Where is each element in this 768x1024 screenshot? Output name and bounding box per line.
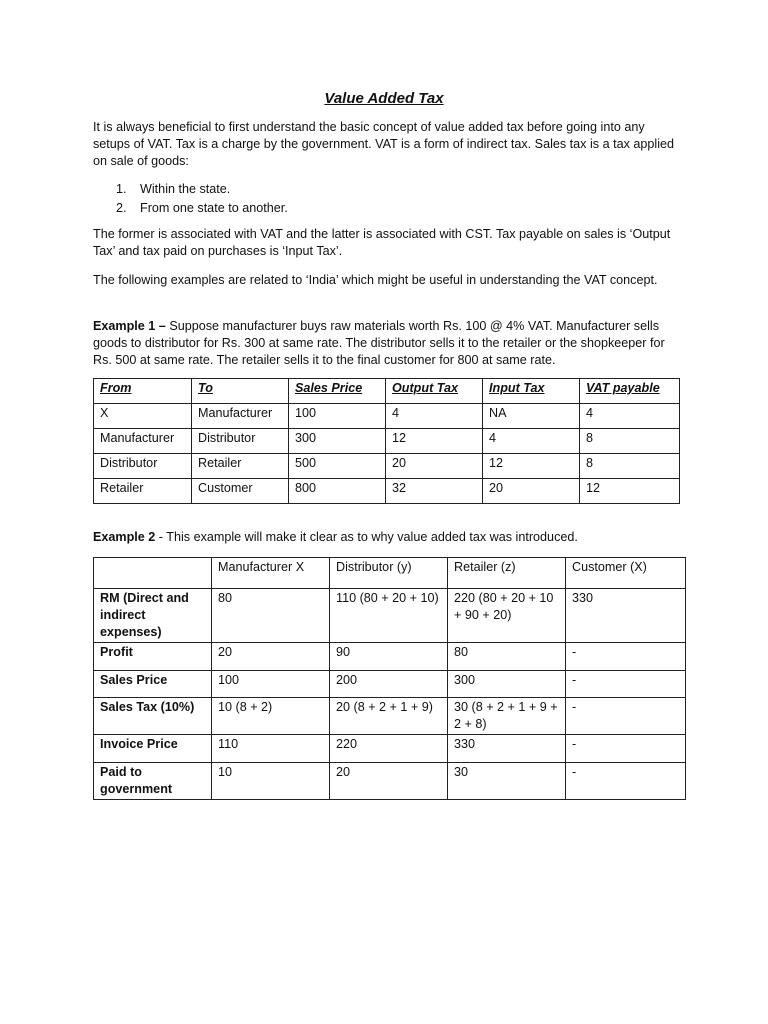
- table-cell: Distributor: [94, 454, 192, 479]
- table-cell: Manufacturer: [94, 429, 192, 454]
- table-row: [94, 404, 680, 429]
- list-item: [116, 200, 706, 219]
- table-cell: 90: [330, 643, 448, 671]
- list-item-number: 2.: [116, 201, 127, 215]
- table-cell: 20: [212, 643, 330, 671]
- table-cell: 10: [212, 763, 330, 800]
- table-cell: 12: [580, 479, 680, 504]
- table-cell: 20: [330, 763, 448, 800]
- row-header-cell: Sales Price: [94, 671, 212, 698]
- table-header-row: [94, 558, 686, 589]
- table-cell: 200: [330, 671, 448, 698]
- example-2-text: - This example will make it clear as to why value added tax was introduced.: [155, 530, 578, 544]
- vat-example-table: [93, 378, 680, 504]
- tax-definition-paragraph: The former is associated with VAT and the latter is associated with CST. Tax payable on sales is ‘Output Tax’ and tax paid on purchases is ‘Input Tax’.: [93, 227, 671, 258]
- table-cell: 80: [212, 589, 330, 643]
- intro-paragraph: It is always beneficial to first understand the basic concept of value added tax before going into any setups of VAT. Tax is a charge by the government. VAT is a form of indirect tax. Sales tax is a tax applied on sale of goods:: [93, 120, 674, 168]
- table-cell: 300: [289, 429, 386, 454]
- table-cell: 30 (8 + 2 + 1 + 9 + 2 + 8): [448, 698, 566, 735]
- table-header-cell: Output Tax: [386, 379, 483, 404]
- row-header-cell: Paid to government: [94, 763, 212, 800]
- table-cell: 800: [289, 479, 386, 504]
- table-cell: 20: [386, 454, 483, 479]
- table-cell: 330: [448, 735, 566, 763]
- table-cell: 12: [386, 429, 483, 454]
- table-header-cell: Sales Price: [289, 379, 386, 404]
- table-cell: NA: [483, 404, 580, 429]
- example-1-label: Example 1 –: [93, 319, 170, 333]
- table-header-cell: Customer (X): [566, 558, 686, 589]
- table-cell: 500: [289, 454, 386, 479]
- table-cell: 4: [386, 404, 483, 429]
- india-paragraph: The following examples are related to ‘India’ which might be useful in understanding the VAT concept.: [93, 273, 658, 287]
- row-header-cell: Sales Tax (10%): [94, 698, 212, 735]
- page-title: Value Added Tax: [324, 90, 444, 107]
- table-header-cell: To: [192, 379, 289, 404]
- table-cell: X: [94, 404, 192, 429]
- table-cell: Distributor: [192, 429, 289, 454]
- table-header-row: [94, 379, 680, 404]
- table-cell: 4: [580, 404, 680, 429]
- table-header-cell: Distributor (y): [330, 558, 448, 589]
- table-cell: 300: [448, 671, 566, 698]
- table-cell: 10 (8 + 2): [212, 698, 330, 735]
- list-item: [116, 181, 706, 200]
- table-cell: 220: [330, 735, 448, 763]
- table-row: [94, 763, 686, 800]
- list-item-text: From one state to another.: [140, 201, 288, 215]
- table-cell: -: [566, 763, 686, 800]
- table-row: [94, 671, 686, 698]
- example-1-paragraph: [93, 318, 683, 369]
- table-row: [94, 589, 686, 643]
- table-header-cell: Manufacturer X: [212, 558, 330, 589]
- table-cell: 32: [386, 479, 483, 504]
- table-header-cell: From: [94, 379, 192, 404]
- table-row: [94, 735, 686, 763]
- row-header-cell: Invoice Price: [94, 735, 212, 763]
- table-header-cell: Retailer (z): [448, 558, 566, 589]
- table-cell: 110: [212, 735, 330, 763]
- table-cell: 8: [580, 454, 680, 479]
- table-row: [94, 454, 680, 479]
- table-cell: 220 (80 + 20 + 10 + 90 + 20): [448, 589, 566, 643]
- table-cell: -: [566, 671, 686, 698]
- table-header-cell: [94, 558, 212, 589]
- row-header-cell: RM (Direct and indirect expenses): [94, 589, 212, 643]
- row-header-cell: Profit: [94, 643, 212, 671]
- table-cell: 30: [448, 763, 566, 800]
- table-cell: Customer: [192, 479, 289, 504]
- table-cell: Retailer: [94, 479, 192, 504]
- table-cell: 12: [483, 454, 580, 479]
- table-cell: Manufacturer: [192, 404, 289, 429]
- example-1-text: Suppose manufacturer buys raw materials worth Rs. 100 @ 4% VAT. Manufacturer sells goods to distributor for Rs. 300 at same rate. The distributor sells it to the retailer or the shopkeeper for Rs. 500 at same rate. The retailer sells it to the final customer for 800 at same rate.: [93, 319, 665, 367]
- table-cell: 80: [448, 643, 566, 671]
- table-cell: -: [566, 698, 686, 735]
- table-header-cell: VAT payable: [580, 379, 680, 404]
- table-cell: -: [566, 735, 686, 763]
- table-cell: 20: [483, 479, 580, 504]
- list-item-text: Within the state.: [140, 182, 231, 196]
- table-cell: 100: [289, 404, 386, 429]
- table-row: [94, 479, 680, 504]
- table-row: [94, 698, 686, 735]
- sales-tax-list: [116, 181, 706, 219]
- table-cell: Retailer: [192, 454, 289, 479]
- list-item-number: 1.: [116, 182, 127, 196]
- table-cell: 330: [566, 589, 686, 643]
- table-row: [94, 429, 680, 454]
- table-cell: 100: [212, 671, 330, 698]
- table-row: [94, 643, 686, 671]
- table-cell: 4: [483, 429, 580, 454]
- table-cell: -: [566, 643, 686, 671]
- table-cell: 20 (8 + 2 + 1 + 9): [330, 698, 448, 735]
- sales-tax-example-table: [93, 557, 686, 800]
- table-cell: 8: [580, 429, 680, 454]
- example-2-paragraph: [93, 529, 683, 546]
- example-2-label: Example 2: [93, 530, 156, 544]
- table-header-cell: Input Tax: [483, 379, 580, 404]
- table-cell: 110 (80 + 20 + 10): [330, 589, 448, 643]
